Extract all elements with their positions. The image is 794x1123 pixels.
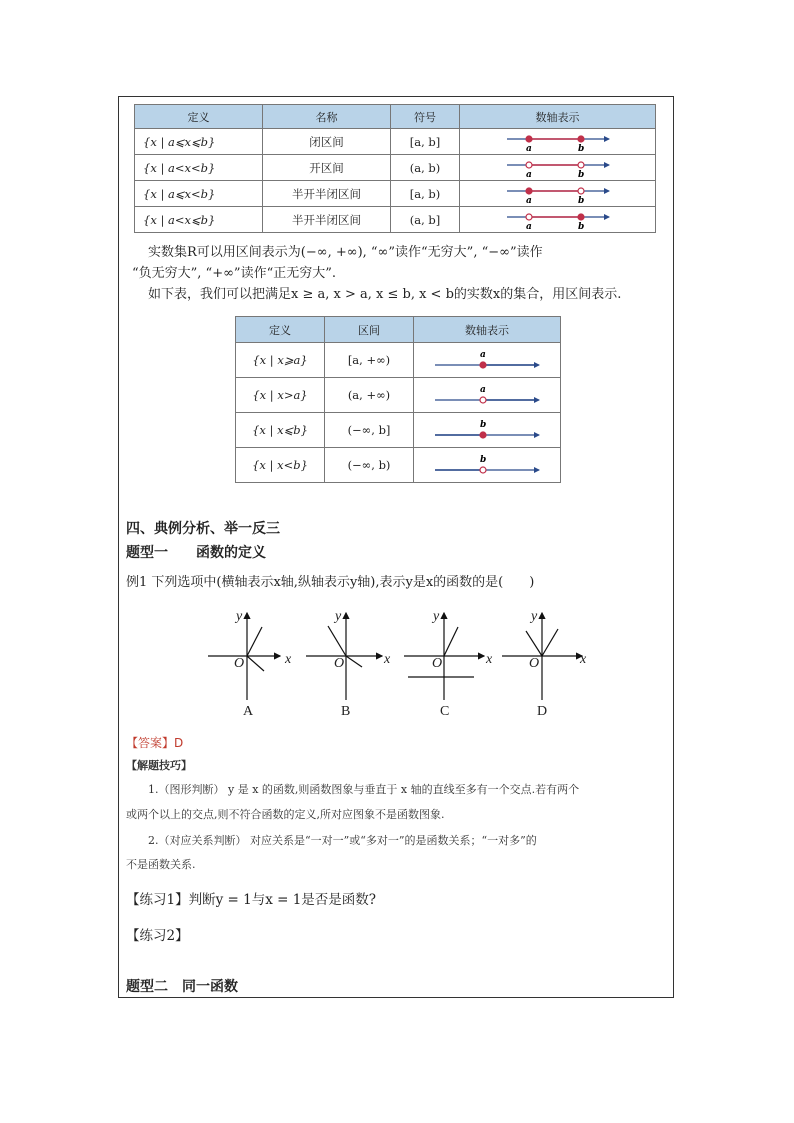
row-symbol: [a, b] xyxy=(391,129,460,155)
row-name: 闭区间 xyxy=(263,129,391,155)
header-name: 名称 xyxy=(263,105,391,129)
graph-d-y-label: y xyxy=(531,609,538,624)
option-c-label[interactable]: C xyxy=(440,704,450,719)
row-symbol: (a, b) xyxy=(391,155,460,181)
number-line xyxy=(431,452,543,478)
table-row xyxy=(236,343,561,378)
point-label: b xyxy=(480,455,487,465)
practice1: 【练习1】判断y = 1与x = 1是否是函数? xyxy=(126,892,377,908)
example1-question: 例1 下列选项中(横轴表示x轴,纵轴表示y轴),表示y是x的函数的是( ) xyxy=(126,575,535,590)
point-a-label: a xyxy=(525,195,532,205)
header-number-line: 数轴表示 xyxy=(414,317,561,343)
graph-c-origin: O xyxy=(432,656,443,671)
row-number-line xyxy=(414,343,561,378)
row-definition: {x | x>a} xyxy=(236,378,325,413)
table-row xyxy=(236,413,561,448)
row-definition: {x | a⩽x<b} xyxy=(135,181,263,207)
table-row xyxy=(236,448,561,483)
point-a-label: a xyxy=(525,143,532,153)
row-interval: [a, +∞) xyxy=(325,343,414,378)
graph-b-origin: O xyxy=(334,656,345,671)
graph-d-origin: O xyxy=(529,656,540,671)
row-number-line xyxy=(460,181,656,207)
row-interval: (−∞, b) xyxy=(325,448,414,483)
row-name: 半开半闭区间 xyxy=(263,181,391,207)
header-definition: 定义 xyxy=(135,105,263,129)
point-b-label: b xyxy=(577,169,584,179)
number-line xyxy=(431,417,543,443)
row-definition: {x | x<b} xyxy=(236,448,325,483)
graph-option-d[interactable] xyxy=(502,613,582,700)
row-number-line xyxy=(414,413,561,448)
section-title: 四、典例分析、举一反三 xyxy=(126,521,280,537)
paragraph-table-intro: 如下表，我们可以把满足x ≥ a, x > a, x ≤ b, x < b的实数x的集合，用区间表示. xyxy=(148,287,622,302)
row-name: 半开半闭区间 xyxy=(263,207,391,233)
row-number-line xyxy=(414,448,561,483)
paragraph-real-set-cont: “负无穷大”, “+∞”读作“正无穷大”. xyxy=(132,266,336,281)
point-b-label: b xyxy=(577,221,584,231)
tips-title: 【解题技巧】 xyxy=(126,759,192,772)
answer: 【答案】D xyxy=(126,736,184,750)
header-number-line: 数轴表示 xyxy=(460,105,656,129)
graph-c-y-label: y xyxy=(433,609,440,624)
row-definition: {x | x⩾a} xyxy=(236,343,325,378)
row-number-line xyxy=(460,207,656,233)
graph-a-y-label: y xyxy=(236,609,243,624)
interval-table xyxy=(134,104,656,233)
row-definition: {x | a<x⩽b} xyxy=(135,207,263,233)
paragraph-real-set: 实数集R可以用区间表示为(−∞, +∞), “∞”读作“无穷大”, “−∞”读作 xyxy=(148,245,543,260)
table-row xyxy=(236,378,561,413)
number-line xyxy=(503,131,613,153)
point-a-label: a xyxy=(525,169,532,179)
option-d-label[interactable]: D xyxy=(537,704,548,719)
graph-b-y-label: y xyxy=(335,609,342,624)
option-a-label[interactable]: A xyxy=(243,704,254,719)
number-line xyxy=(503,209,613,231)
type2-title: 题型二 同一函数 xyxy=(126,979,238,995)
number-line xyxy=(503,157,613,179)
table-header-row xyxy=(135,105,656,129)
tip2-line1: 2.（对应关系判断） 对应关系是“一对一”或“多对一”的是函数关系；“一对多”的 xyxy=(148,834,537,847)
graph-a-origin: O xyxy=(234,656,245,671)
header-interval: 区间 xyxy=(325,317,414,343)
graph-option-c[interactable] xyxy=(404,613,484,700)
table-row xyxy=(135,129,656,155)
option-b-label[interactable]: B xyxy=(341,704,351,719)
header-symbol: 符号 xyxy=(391,105,460,129)
graph-a-x-label: x xyxy=(285,652,292,667)
graph-b-x-label: x xyxy=(384,652,391,667)
point-b-label: b xyxy=(577,195,584,205)
type1-title: 题型一 函数的定义 xyxy=(126,545,266,561)
practice2: 【练习2】 xyxy=(126,928,189,944)
row-definition: {x | a⩽x⩽b} xyxy=(135,129,263,155)
tip2-line2: 不是函数关系. xyxy=(126,858,196,871)
point-label: a xyxy=(480,385,486,395)
row-number-line xyxy=(460,155,656,181)
table-row xyxy=(135,155,656,181)
header-definition: 定义 xyxy=(236,317,325,343)
row-interval: (−∞, b] xyxy=(325,413,414,448)
table-row xyxy=(135,181,656,207)
graph-d-x-label: x xyxy=(580,652,587,667)
row-definition: {x | a<x<b} xyxy=(135,155,263,181)
row-name: 开区间 xyxy=(263,155,391,181)
number-line xyxy=(431,382,543,408)
row-number-line xyxy=(460,129,656,155)
row-interval: (a, +∞) xyxy=(325,378,414,413)
point-label: b xyxy=(480,420,487,430)
table-row xyxy=(135,207,656,233)
table-header-row xyxy=(236,317,561,343)
tip1-line2: 或两个以上的交点,则不符合函数的定义,所对应图象不是函数图象. xyxy=(126,808,445,821)
row-symbol: [a, b) xyxy=(391,181,460,207)
point-label: a xyxy=(480,350,486,360)
number-line xyxy=(503,183,613,205)
row-symbol: (a, b] xyxy=(391,207,460,233)
number-line xyxy=(431,347,543,373)
row-number-line xyxy=(414,378,561,413)
tip1-line1: 1.（图形判断） y 是 x 的函数,则函数图象与垂直于 x 轴的直线至多有一个交点.若有两个 xyxy=(148,783,580,796)
infinite-interval-table xyxy=(235,316,561,483)
point-b-label: b xyxy=(577,143,584,153)
graph-c-x-label: x xyxy=(486,652,493,667)
row-definition: {x | x⩽b} xyxy=(236,413,325,448)
point-a-label: a xyxy=(525,221,532,231)
